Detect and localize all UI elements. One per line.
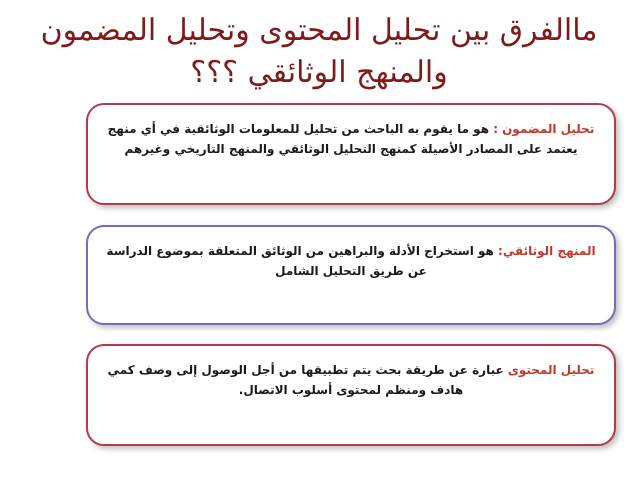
definition-card-content-analysis-madmoun [86, 103, 616, 205]
card-text: هو استخراج الأدلة والبراهين من الوثائق المتعلقة بموضوع الدراسة عن طريق التحليل الشامل [106, 244, 499, 278]
slide-title-line1: ماالفرق بين تحليل المحتوى وتحليل المضمون [40, 13, 598, 48]
card-term: المنهج الوثائقي: [498, 244, 596, 258]
definition-card-documentary-method [86, 225, 616, 325]
card-text: عبارة عن طريقة بحث يتم تطبيقها من أجل الوصول إلى وصف كمي هادف ومنظم لمحتوى أسلوب الاتصال. [107, 363, 508, 397]
slide-title-line2: والمنهج الوثائقي ؟؟؟ [190, 55, 448, 90]
card-term: تحليل المحتوى [507, 363, 595, 377]
card-text: هو ما يقوم به الباحث من تحليل للمعلومات الوثائقية في أي منهج يعتمد على المصادر الأصيلة كمنهج التحليل الوثائقي والمنهج التاريخي وغيرهم [107, 122, 578, 156]
definition-card-content-analysis-muhtawa [86, 344, 616, 446]
card-term: تحليل المضمون : [493, 122, 595, 136]
slide-title [20, 10, 618, 94]
